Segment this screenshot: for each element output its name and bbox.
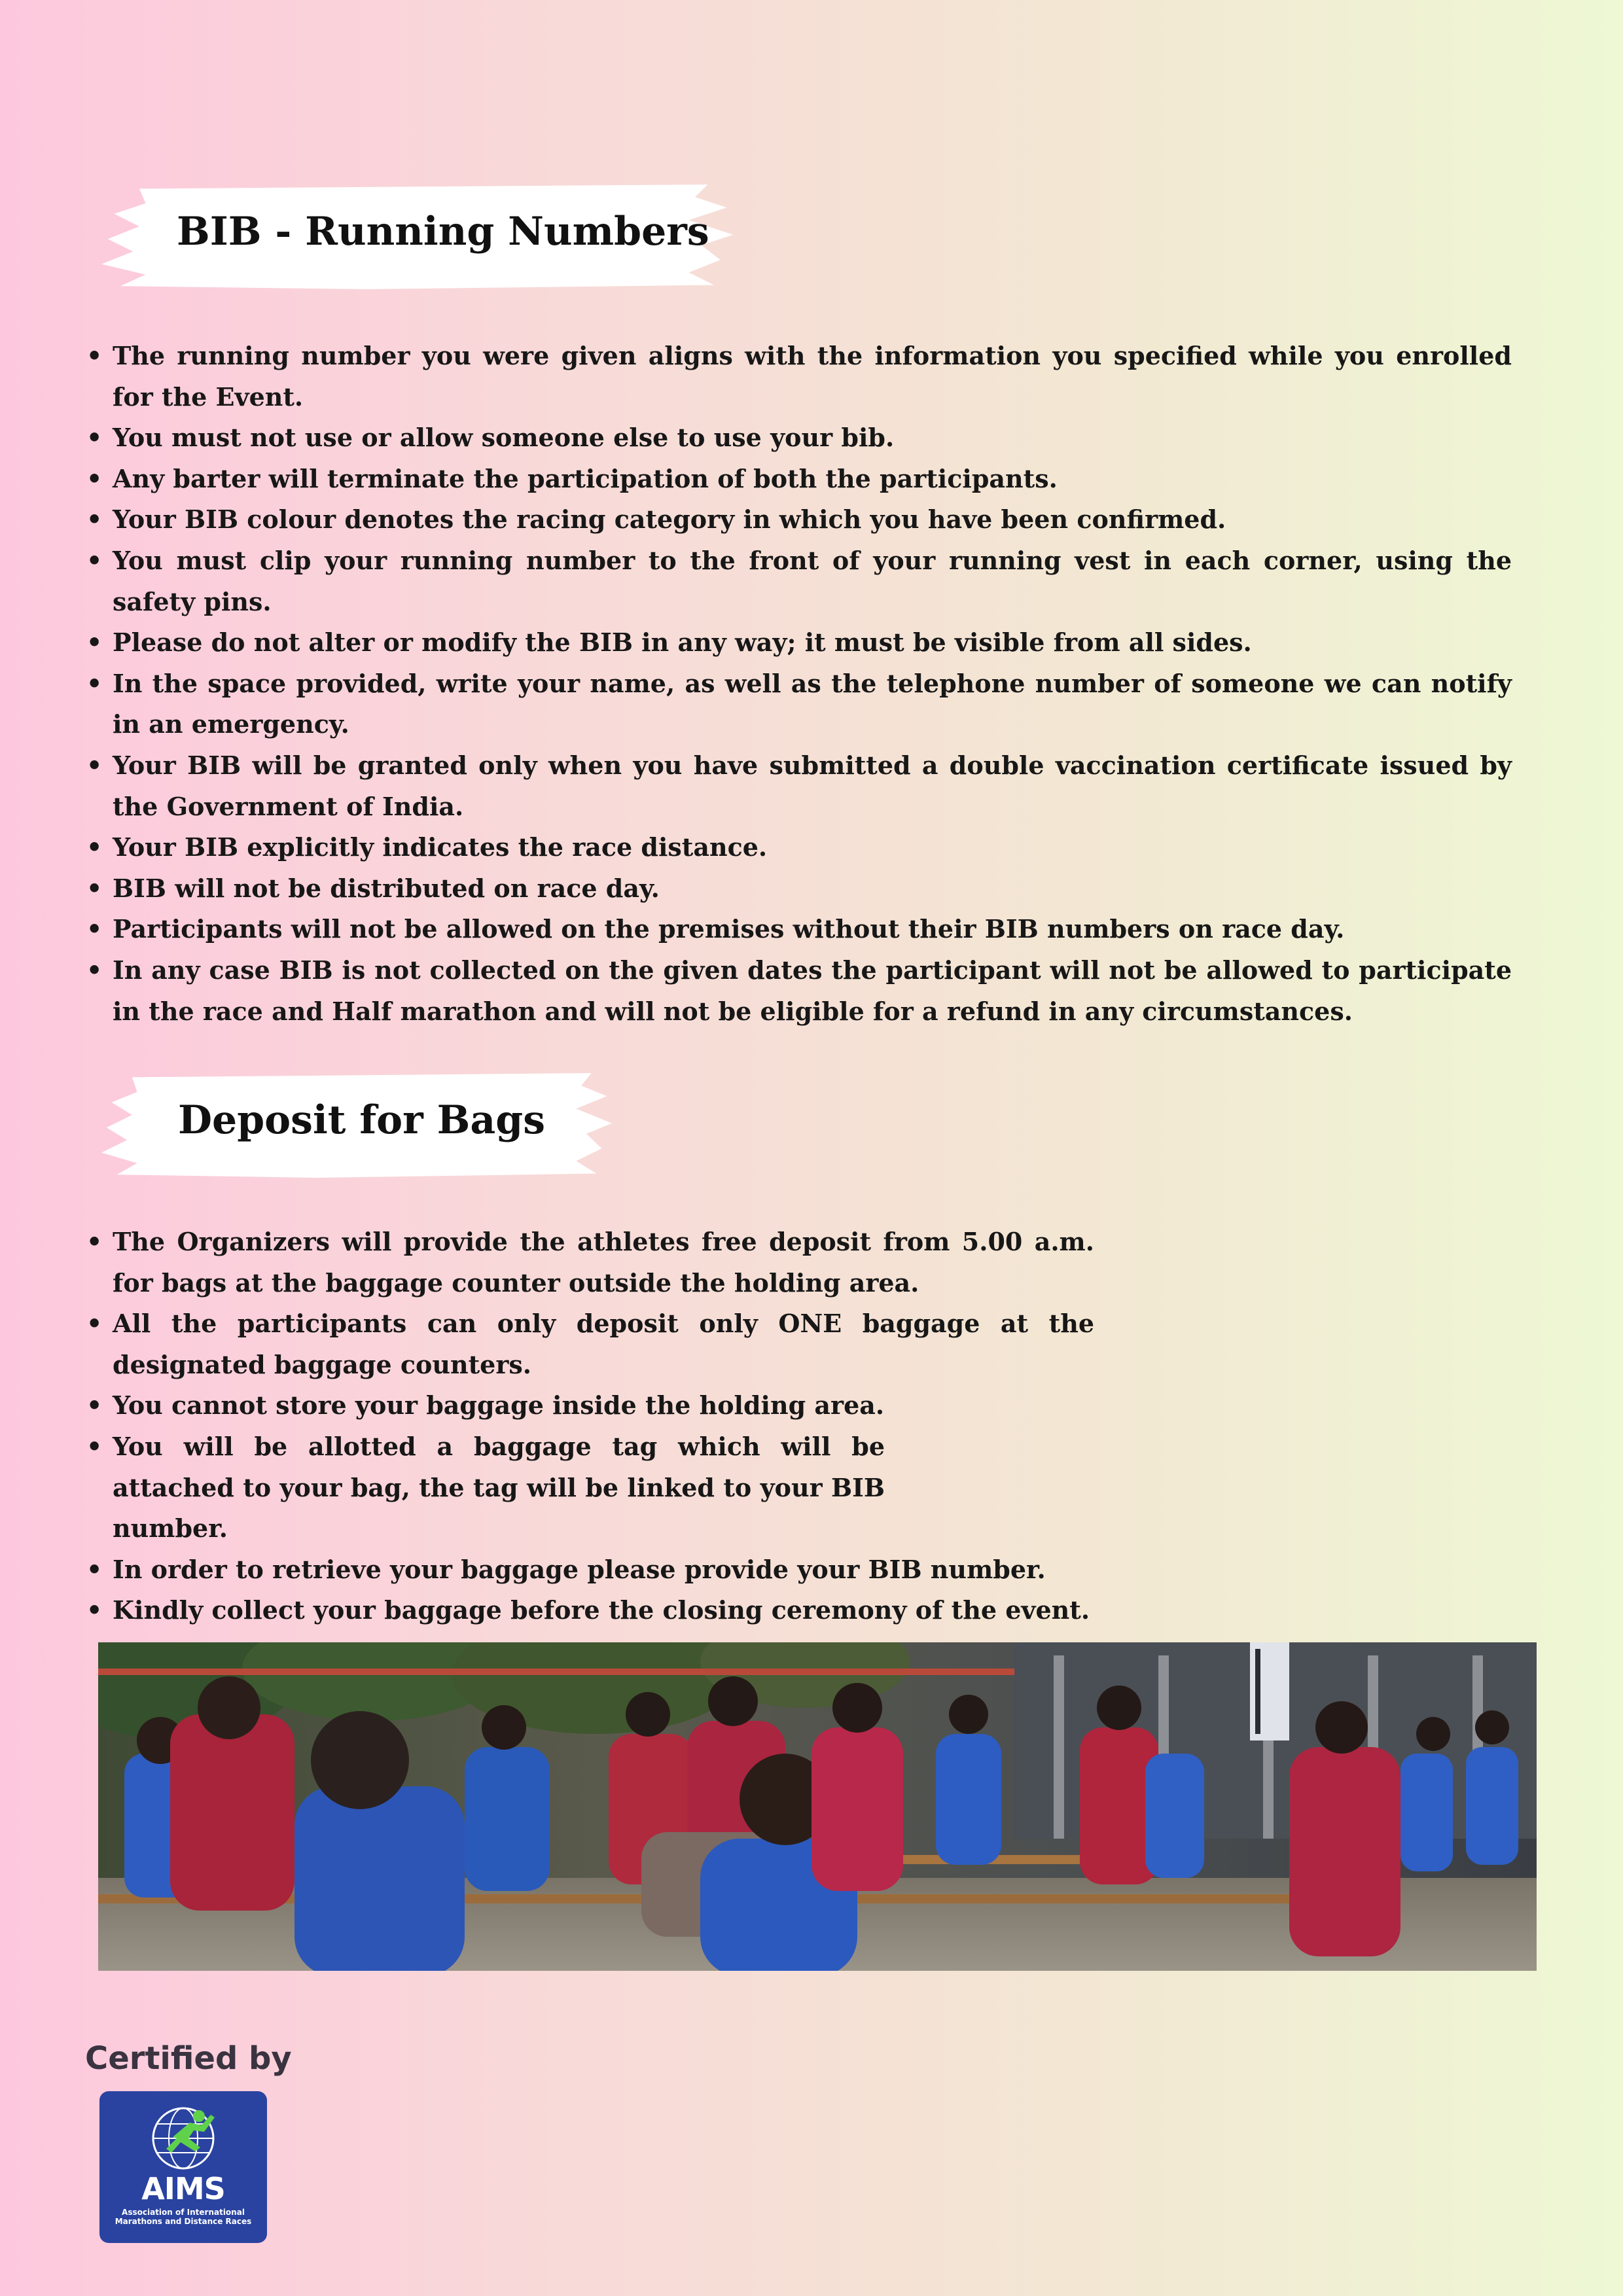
baggage-counter-photo [98, 1642, 1537, 1971]
aims-logo-subtext: Association of International Marathons and Distance Races [115, 2208, 252, 2226]
list-item: • Any barter will terminate the participation of both the participants. [86, 459, 1512, 500]
list-item: • Your BIB explicitly indicates the race distance. [86, 827, 1512, 868]
list-item: • The Organizers will provide the athletes free deposit from 5.00 a.m. for bags at the baggage counter outside the holding area. [86, 1222, 1094, 1303]
list-item: • Participants will not be allowed on the premises without their BIB numbers on race day. [86, 909, 1512, 950]
list-item: • You must clip your running number to the front of your running vest in each corner, using the safety pins. [86, 540, 1512, 622]
certified-by-label: Certified by [85, 2040, 292, 2077]
aims-logo [99, 2091, 267, 2243]
list-item: • In order to retrieve your baggage please provide your BIB number. [86, 1549, 1094, 1591]
list-item: • BIB will not be distributed on race day. [86, 868, 1512, 910]
list-item: • The running number you were given aligns with the information you specified while you enrolled for the Event. [86, 336, 1512, 417]
list-item: • You cannot store your baggage inside the holding area. [86, 1385, 1094, 1426]
list-item: • You must not use or allow someone else to use your bib. [86, 417, 1512, 459]
list-item: • Kindly collect your baggage before the closing ceremony of the event. [86, 1590, 1094, 1631]
list-item: • Please do not alter or modify the BIB in any way; it must be visible from all sides. [86, 622, 1512, 663]
list-item: • Your BIB colour denotes the racing category in which you have been confirmed. [86, 499, 1512, 540]
list-item: • In any case BIB is not collected on the given dates the participant will not be allowed to participate in the race and Half marathon and will not be eligible for a refund in any circumstances. [86, 950, 1512, 1032]
bags-section-title: Deposit for Bags [178, 1097, 546, 1143]
list-item: • All the participants can only deposit only ONE baggage at the designated baggage counters. [86, 1303, 1094, 1385]
aims-logo-text: AIMS [141, 2171, 225, 2206]
list-item: • You will be allotted a baggage tag which will be attached to your bag, the tag will be linked to your BIB number. [86, 1426, 885, 1549]
bib-section-title: BIB - Running Numbers [177, 209, 709, 255]
list-item: • Your BIB will be granted only when you have submitted a double vaccination certificate issued by the Government of India. [86, 745, 1512, 827]
bib-rules-list [86, 336, 1512, 1032]
bags-rules-list [86, 1222, 1094, 1631]
list-item: • In the space provided, write your name, as well as the telephone number of someone we can notify in an emergency. [86, 663, 1512, 745]
